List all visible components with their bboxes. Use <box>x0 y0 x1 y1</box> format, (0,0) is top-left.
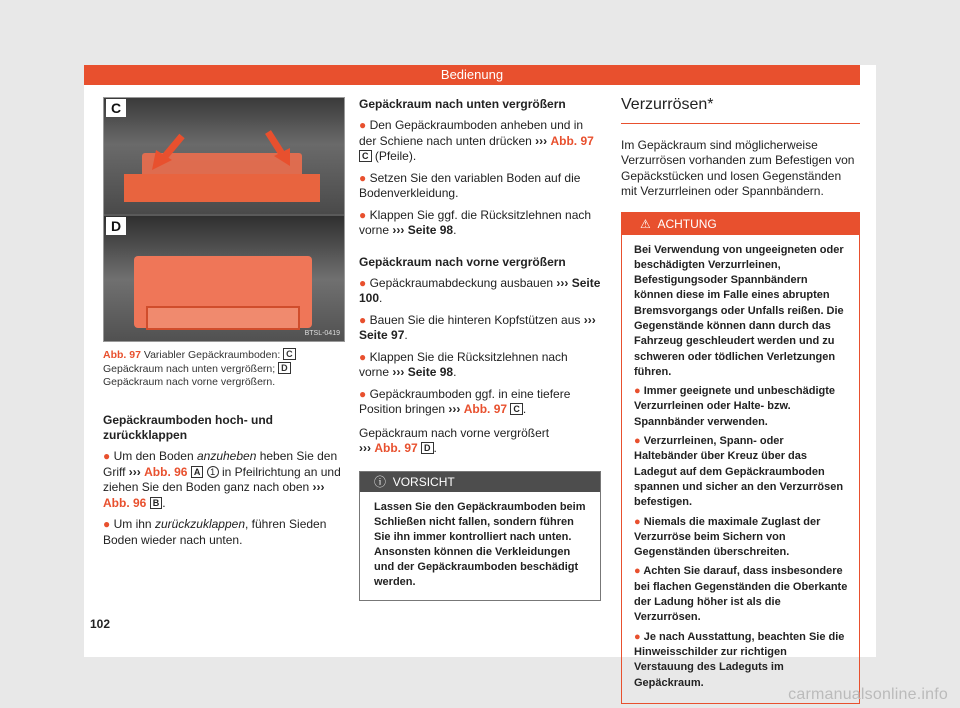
caption-box-c: C <box>283 348 296 360</box>
bullet-fwd-1: ● Gepäckraumabdeckung ausbauen ››› Seite 100. <box>359 275 601 305</box>
heading-down: Gepäckraum nach unten vergrößern <box>359 97 566 111</box>
ref-arrow: ››› <box>128 464 141 479</box>
bullet-fwd-3: ● Klappen Sie die Rücksitzlehnen nach vorne ››› Seite 98. <box>359 349 568 379</box>
column-middle <box>359 97 601 601</box>
link-abb-97[interactable]: Abb. 97 <box>463 402 508 416</box>
para-forward-result <box>359 426 601 457</box>
text: Immer geeignete und unbeschädigte Verzurrleinen oder Halte- bzw. Spannbänder verwenden. <box>634 385 836 428</box>
text: Bauen Sie die hinteren Kopfstützen aus <box>369 312 584 327</box>
box-letter-b: B <box>150 497 163 509</box>
circled-number: 1 <box>207 466 219 478</box>
text: Um den Boden <box>113 449 197 463</box>
caption-box-d: D <box>278 362 291 374</box>
text: Den Gepäckraumboden anheben und in der Schiene nach unten drücken <box>359 118 584 148</box>
ref-arrow: ››› <box>312 480 325 494</box>
text: . <box>162 495 166 510</box>
section-title: Verzurrösen* <box>621 97 860 124</box>
intro-text: Im Gepäckraum sind möglicherweise Verzurrösen vorhanden zum Befestigen von Gepäckstücken und losen Gegenständen mit Verzurrleinen oder Spannbändern. <box>621 137 855 198</box>
heading-fold: Gepäckraumboden hoch- und zurückklappen <box>103 413 274 442</box>
link-abb-97[interactable]: Abb. 97 <box>374 441 418 455</box>
ref-arrow: ››› <box>392 365 405 379</box>
bullet-down-1: ● Den Gepäckraumboden anheben und in der Schiene nach unten drücken ››› Abb. 97 C (Pfeile). <box>359 118 594 163</box>
text: Gepäckraumabdeckung ausbauen <box>369 275 557 290</box>
bullet-fwd-4: ● Gepäckraumboden ggf. in eine tiefere Position bringen ››› Abb. 97 C . <box>359 386 571 416</box>
link-abb-96[interactable]: Abb. 96 <box>144 464 188 479</box>
warning-triangle-icon: ⚠ <box>640 216 651 231</box>
warning-body <box>622 235 859 703</box>
bullet-down-2: ● Setzen Sie den variablen Boden auf die Bodenverkleidung. <box>359 170 581 200</box>
bullet-raise: ● Um den Boden anzuheben heben Sie den Griff ››› Abb. 96 A 1 in Pfeilrichtung an und ziehen Sie den Boden ganz nach oben ››› Abb. 96 B . <box>103 449 341 510</box>
photo-c <box>104 98 344 214</box>
warning-intro: Bei Verwendung von ungeeigneten oder beschädigten Verzurrleinen, Befestigungsoder Spannbändern können diese im Falle eines abrupten Bremsvorgangs oder Unfalls reißen. Die Gegenstände können dann durch das Fahrzeug geschleudert werden und zu schweren oder tödlichen Verletzungen führen. <box>634 243 844 378</box>
warning-box <box>621 212 860 704</box>
image-code: BTSL-0419 <box>304 329 340 337</box>
text: in Pfeilrichtung an und ziehen Sie den Boden ganz nach oben <box>103 464 341 494</box>
text: . <box>404 328 408 342</box>
text-em: anzuheben <box>196 449 257 463</box>
watermark: carmanualsonline.info <box>788 686 948 703</box>
ref-arrow: ››› <box>583 312 596 327</box>
warning-header <box>622 213 859 235</box>
luggage-floor-front <box>146 306 300 330</box>
ref-arrow: ››› <box>392 223 405 237</box>
link-seite-98[interactable]: Seite 98 <box>407 365 454 379</box>
warning-item: ● Verzurrleinen, Spann- oder Haltebänder über Kreuz über das Ladegut auf dem Gepäckraumboden spannen und sicher an den Verzurrösen befestigen. <box>634 435 844 509</box>
manual-page <box>84 65 876 689</box>
text: . <box>433 441 437 455</box>
link-abb-97[interactable]: Abb. 97 <box>550 133 594 148</box>
text: Niemals die maximale Zuglast der Verzurröse beim Sichern von Gegenständen überschreiten. <box>634 515 821 559</box>
ref-arrow: ››› <box>448 402 461 416</box>
text: . <box>453 223 457 237</box>
text: heben Sie den Griff <box>103 449 338 479</box>
warning-item: ● Niemals die maximale Zuglast der Verzurröse beim Sichern von Gegenständen überschreiten. <box>634 515 821 559</box>
warning-item: ● Achten Sie darauf, dass insbesondere bei flachen Gegenständen die Oberkante der Ladung höher ist als die Verzurrösen. <box>634 565 848 624</box>
caution-text: Lassen Sie den Gepäckraumboden beim Schließen nicht fallen, sondern führen Sie ihn immer kontrolliert nach unten. Ansonsten können die Verkleidungen und der Gepäckraumboden beschädigt werden. <box>374 500 586 588</box>
text: . <box>522 402 527 416</box>
text: Setzen Sie den variablen Boden auf die Bodenverkleidung. <box>359 170 581 200</box>
heading-forward: Gepäckraum nach vorne vergrößern <box>359 254 566 269</box>
box-letter-a: A <box>191 466 204 478</box>
arrow-right <box>268 132 282 154</box>
text: , führen Sieden Boden wieder nach unten. <box>103 517 327 547</box>
text: Gepäckraum nach vorne vergrößert <box>359 425 550 440</box>
text: (Pfeile). <box>371 149 417 163</box>
ref-arrow: ››› <box>535 133 548 148</box>
text: Gepäckraumboden ggf. in eine tiefere Position bringen <box>359 386 571 416</box>
text: Je nach Ausstattung, beachten Sie die Hinweisschilder zur richtigen Verstauung des Ladeguts im Gepäckraum. <box>634 630 845 689</box>
text: Achten Sie darauf, dass insbesondere bei flachen Gegenständen die Oberkante der Ladung höher ist als die Verzurrösen. <box>634 565 848 624</box>
photo-d <box>104 216 344 342</box>
caution-header <box>360 472 600 492</box>
text: Klappen Sie ggf. die Rücksitzlehnen nach vorne <box>359 207 592 237</box>
text: Verzurrleinen, Spann- oder Haltebänder über Kreuz über das Ladegut auf dem Gepäckraumboden spannen und sicher an den Verzurrösen befestigen. <box>634 435 844 509</box>
link-abb-96[interactable]: Abb. 96 <box>103 495 147 510</box>
link-seite-100[interactable]: Seite 100 <box>359 275 601 305</box>
caption-text: Variabler Gepäckraumboden: <box>143 349 284 361</box>
photo-label-d: D <box>106 217 126 235</box>
bullet-down-3: ● Klappen Sie ggf. die Rücksitzlehnen nach vorne ››› Seite 98. <box>359 207 592 237</box>
link-seite-97[interactable]: Seite 97 <box>359 328 405 342</box>
caption-ref: Abb. 97 <box>103 349 141 361</box>
text: . <box>379 291 383 305</box>
arrows-graphic <box>104 98 344 214</box>
ref-arrow: ››› <box>556 275 569 290</box>
text: Klappen Sie die Rücksitzlehnen nach vorne <box>359 349 568 379</box>
text: Um ihn <box>113 517 155 531</box>
box-letter-c: C <box>359 150 372 162</box>
caution-title: VORSICHT <box>392 474 455 489</box>
text-em: zurückzuklappen <box>154 517 245 531</box>
caption-mid: Gepäckraum nach unten vergrößern; <box>103 363 279 375</box>
ref-arrow: ››› <box>359 441 371 455</box>
section-header: Bedienung <box>84 65 860 85</box>
bullet-lower: ● Um ihn zurückzuklappen, führen Sieden Boden wieder nach unten. <box>103 517 327 547</box>
photo-label-c: C <box>106 99 126 117</box>
box-letter-d: D <box>421 442 434 454</box>
caution-box <box>359 471 601 601</box>
link-seite-98[interactable]: Seite 98 <box>407 223 454 237</box>
box-letter-c: C <box>510 403 523 415</box>
warning-item: ● Je nach Ausstattung, beachten Sie die Hinweisschilder zur richtigen Verstauung des Ladeguts im Gepäckraum. <box>634 630 845 689</box>
figure-caption <box>103 348 345 389</box>
info-icon: ⓘ <box>374 474 387 489</box>
column-left <box>103 97 345 554</box>
bullet-fwd-2: ● Bauen Sie die hinteren Kopfstützen aus ››› Seite 97. <box>359 312 596 342</box>
column-right <box>621 97 860 704</box>
warning-title: ACHTUNG <box>657 216 717 231</box>
caption-end: Gepäckraum nach vorne vergrößern. <box>103 376 276 388</box>
warning-item: ● Immer geeignete und unbeschädigte Verzurrleinen oder Halte- bzw. Spannbänder verwenden. <box>634 385 836 428</box>
figure-luggage-floor <box>103 97 345 342</box>
text: . <box>453 365 457 379</box>
page-number: 102 <box>90 617 111 631</box>
